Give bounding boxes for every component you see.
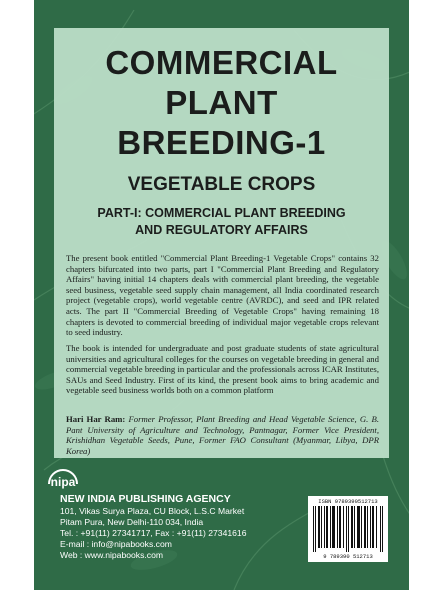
publisher-phone: Tel. : +91(11) 27341717, Fax : +91(11) 27341616	[60, 528, 247, 538]
barcode-digits: 9 789390 512713	[323, 553, 373, 560]
author-note	[66, 414, 379, 456]
title-line-2: PLANT	[165, 84, 278, 121]
title-line-3: BREEDING-1	[117, 124, 326, 161]
book-back-cover	[34, 0, 409, 590]
title-line-1: COMMERCIAL	[105, 44, 338, 81]
publisher-info	[60, 492, 310, 561]
logo-text: nipa	[50, 475, 76, 489]
subtitle: VEGETABLE CROPS	[127, 174, 316, 195]
part-title-line-1: PART-I: COMMERCIAL PLANT BREEDING	[97, 206, 346, 220]
publisher-address-1: 101, Vikas Surya Plaza, CU Block, L.S.C Market	[60, 506, 245, 516]
publisher-address-2: Pitam Pura, New Delhi-110 034, India	[60, 517, 204, 527]
isbn-label: ISBN 9789390512713	[318, 498, 378, 505]
publisher-name: NEW INDIA PUBLISHING AGENCY	[60, 493, 231, 505]
publisher-email: E-mail : info@nipabooks.com	[60, 539, 172, 549]
barcode-bars	[312, 506, 384, 552]
isbn-barcode	[308, 496, 388, 562]
part-title-line-2: AND REGULATORY AFFAIRS	[135, 223, 308, 237]
author-name: Hari Har Ram:	[66, 414, 126, 424]
content-panel	[54, 28, 389, 458]
publisher-web: Web : www.nipabooks.com	[60, 550, 164, 560]
author-bio: Former Professor, Plant Breeding and Head Vegetable Science, G. B. Pant University of Agriculture and Technology, Pantnagar, Former Vice President, Krishidhan Vegetable Seeds, Pune, Former FAO Consultant (Myanmar, Libya, DPR Korea)	[66, 414, 380, 456]
nipa-logo-icon	[46, 460, 80, 494]
blurb-paragraph-1: The present book entitled "Commercial Plant Breeding-1 Vegetable Crops" contains 32 chapters bifurcated into two parts, part I "Commercial Plant Breeding and Regulatory Affairs" having initial 14 chapters deals with commercial plant breeding, the vegetable seed business, vegetable seed supply chain management, all India coordinated research project (vegetable crops), world vegetable centre (AVRDC), and seed and IPR related acts. The part II "Commercial Breeding of Vegetable Crops" having remaining 18 chapters is devoted to commercial breeding of individual major vegetable crops relevant to seed industry.	[66, 253, 379, 338]
blurb-paragraph-2: The book is intended for undergraduate and post graduate students of state agricultural universities and agricultural colleges for the courses on vegetable breeding in general and commercial vegetable breeding in particular and the professionals across ICAR Institutes, SAUs and Seed Industry. First of its kind, the present book aims to bring academic and vegetable seed business worlds both on a common platform	[66, 343, 379, 396]
